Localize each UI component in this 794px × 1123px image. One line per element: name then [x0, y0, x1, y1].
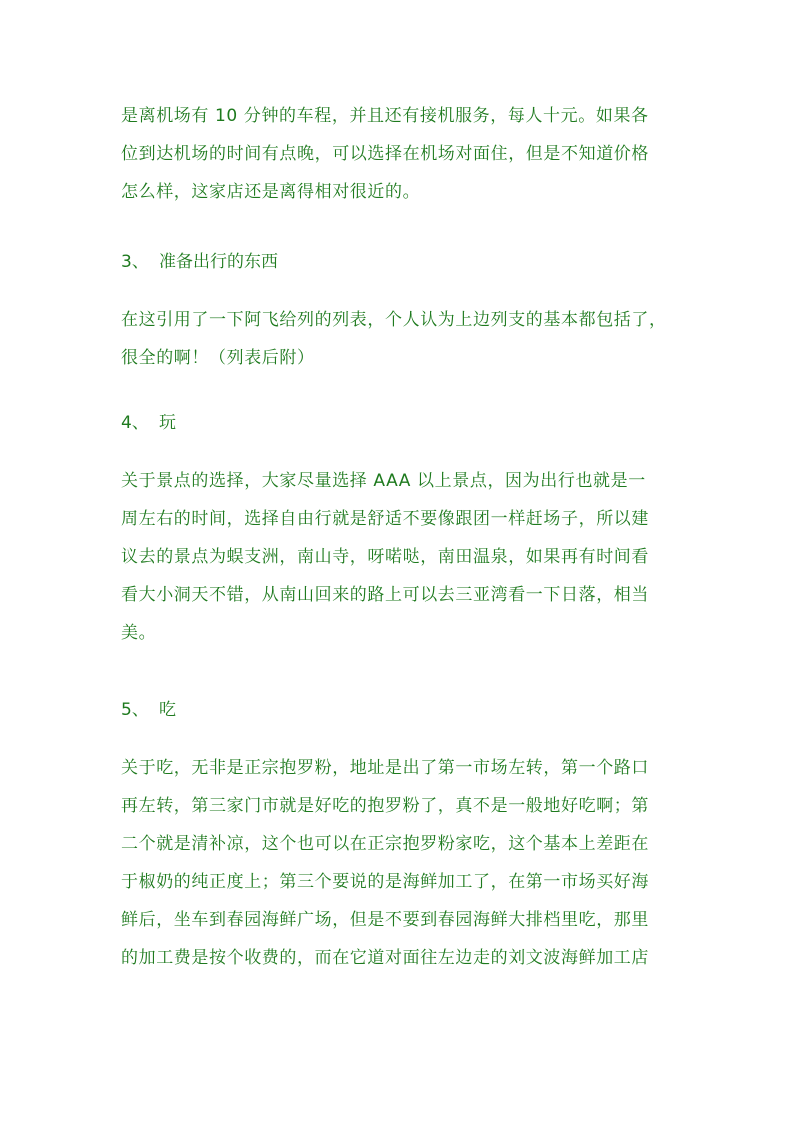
section-title: 玩 — [159, 413, 176, 433]
text-line: 位到达机场的时间有点晚，可以选择在机场对面住，但是不知道价格 — [121, 144, 649, 164]
paragraph-food — [121, 749, 681, 977]
section-heading-3 — [121, 250, 278, 274]
paragraph-sightseeing — [121, 462, 681, 652]
text-line: 美。 — [121, 623, 157, 643]
text-line: 于椒奶的纯正度上；第三个要说的是海鲜加工了，在第一市场买好海 — [121, 872, 649, 892]
text-line: 看大小洞天不错，从南山回来的路上可以去三亚湾看一下日落，相当 — [121, 585, 649, 605]
section-title: 吃 — [159, 700, 176, 720]
text-line: 议去的景点为蜈支洲，南山寺，呀喏哒，南田温泉，如果再有时间看 — [121, 547, 649, 567]
text-line: 周左右的时间，选择自由行就是舒适不要像跟团一样赶场子，所以建 — [121, 509, 649, 529]
section-number: 3、 — [121, 252, 149, 272]
section-number: 5、 — [121, 700, 149, 720]
text-line: 的加工费是按个收费的，而在它道对面往左边走的刘文波海鲜加工店 — [121, 948, 649, 968]
text-line: 很全的啊！（列表后附） — [121, 348, 315, 368]
text-line: 是离机场有 10 分钟的车程，并且还有接机服务，每人十元。如果各 — [121, 106, 649, 126]
text-line: 关于景点的选择，大家尽量选择 AAA 以上景点，因为出行也就是一 — [121, 471, 646, 491]
paragraph-airport — [121, 97, 681, 211]
section-heading-5 — [121, 698, 176, 722]
text-line: 关于吃，无非是正宗抱罗粉，地址是出了第一市场左转，第一个路口 — [121, 758, 649, 778]
text-line: 再左转，第三家门市就是好吃的抱罗粉了，真不是一般地好吃啊；第 — [121, 796, 649, 816]
paragraph-packing — [121, 301, 681, 377]
text-line: 二个就是清补凉，这个也可以在正宗抱罗粉家吃，这个基本上差距在 — [121, 834, 649, 854]
section-heading-4 — [121, 411, 176, 435]
section-number: 4、 — [121, 413, 149, 433]
text-line: 怎么样，这家店还是离得相对很近的。 — [121, 182, 421, 202]
section-title: 准备出行的东西 — [159, 252, 278, 272]
text-line: 在这引用了一下阿飞给列的列表，个人认为上边列支的基本都包括了， — [121, 310, 667, 330]
text-line: 鲜后，坐车到春园海鲜广场，但是不要到春园海鲜大排档里吃，那里 — [121, 910, 649, 930]
